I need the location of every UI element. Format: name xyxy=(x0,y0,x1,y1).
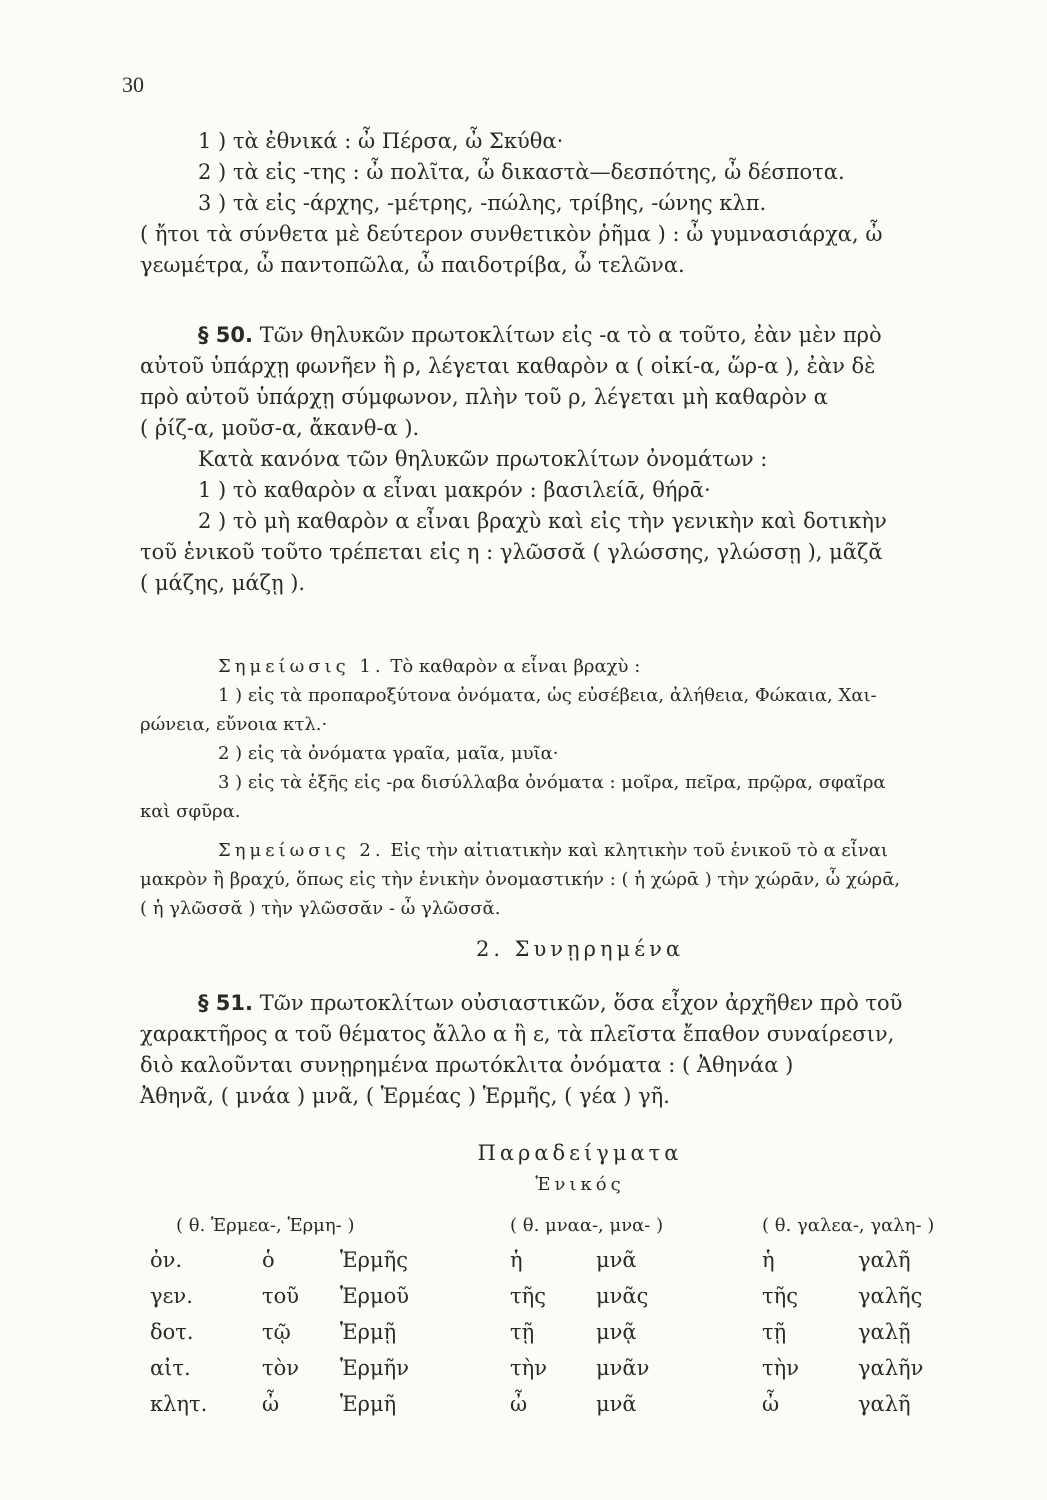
table-cell: μνᾶ xyxy=(596,1248,637,1272)
case-label: γεν. xyxy=(150,1284,193,1308)
note-text: Εἰς τὴν αἰτιατικὴν καὶ κλητικὴν τοῦ ἑνικοῦ τὸ α εἶναι xyxy=(390,840,888,861)
examples-heading: Παραδείγματα xyxy=(477,1141,683,1165)
table-cell: ὦ xyxy=(510,1392,528,1416)
table-cell: μνᾶν xyxy=(596,1356,650,1380)
rule-intro: Κατὰ κανόνα τῶν θηλυκῶν πρωτοκλίτων ὀνομάτων : xyxy=(198,447,768,471)
table-cell: Ἑρμῇ xyxy=(340,1320,397,1344)
column-header: ( θ. γαλεα-, γαλη- ) xyxy=(762,1214,935,1236)
paragraph-line: αὐτοῦ ὑπάρχῃ φωνῆεν ἢ ρ, λέγεται καθαρὸν α ( οἰκί-α, ὥρ-α ), ἐὰν δὲ xyxy=(140,354,876,378)
rule-continuation: τοῦ ἑνικοῦ τοῦτο τρέπεται εἰς η : γλῶσσᾰ ( γλώσσης, γλώσσῃ ), μᾶζᾰ xyxy=(140,540,883,564)
list-item: 2 ) τὰ εἰς -της : ὦ πολῖτα, ὦ δικαστὰ—δεσπότης, ὦ δέσποτα. xyxy=(198,160,845,184)
section-51 xyxy=(140,988,1020,1112)
table-row xyxy=(150,1386,990,1422)
list-item: 3 ) τὰ εἰς -άρχης, -μέτρης, -πώλης, τρίβης, -ώνης κλπ. xyxy=(198,191,767,215)
subsection-heading: 2. Συνῃρημένα xyxy=(475,937,685,961)
note-line: μακρὸν ἢ βραχύ, ὅπως εἰς τὴν ἑνικὴν ὀνομαστικήν : ( ἡ χώρᾱ ) τὴν χώρᾱν, ὦ χώρᾱ, xyxy=(140,869,901,890)
case-label: αἰτ. xyxy=(150,1356,191,1380)
paragraph-line: ( ῥίζ-α, μοῦσ-α, ἄκανθ-α ). xyxy=(140,416,420,440)
note-1 xyxy=(140,652,1020,826)
note-label: Σημείωσις 1. xyxy=(218,656,385,677)
paragraph-line: Τῶν πρωτοκλίτων οὐσιαστικῶν, ὅσα εἶχον ἀρχῆθεν πρὸ τοῦ xyxy=(259,991,903,1015)
table-cell: Ἑρμῆν xyxy=(340,1356,410,1380)
note-label: Σημείωσις 2. xyxy=(218,840,385,861)
table-cell: μνᾶ xyxy=(596,1392,637,1416)
table-cell: γαλῆν xyxy=(858,1356,924,1380)
paragraph-line: διὸ καλοῦνται συνῃρημένα πρωτόκλιτα ὀνόματα : ( Ἀθηνάα ) xyxy=(140,1053,794,1077)
list-continuation: ( ἤτοι τὰ σύνθετα μὲ δεύτερον συνθετικὸν ῥῆμα ) : ὦ γυμνασιάρχα, ὦ xyxy=(140,222,883,246)
note-item: 3 ) εἰς τὰ ἑξῆς εἰς -ρα δισύλλαβα ὀνόματα : μοῖρα, πεῖρα, πρῷρα, σφαῖρα xyxy=(218,772,886,793)
note-text: Τὸ καθαρὸν α εἶναι βραχὺ : xyxy=(390,656,641,677)
table-cell: τῆς xyxy=(762,1284,798,1308)
table-cell: Ἑρμοῦ xyxy=(340,1284,410,1308)
table-cell: ὦ xyxy=(762,1392,780,1416)
table-row xyxy=(150,1314,990,1350)
table-cell: γαλῇ xyxy=(858,1320,911,1344)
table-cell: γαλῆ xyxy=(858,1248,911,1272)
section-50 xyxy=(140,320,1020,599)
page-number: 30 xyxy=(122,72,144,97)
case-label: δοτ. xyxy=(150,1320,194,1344)
table-cell: ὁ xyxy=(262,1248,275,1272)
table-cell: τῷ xyxy=(262,1320,291,1344)
number-heading: Ἑνικός xyxy=(535,1174,625,1195)
table-cell: τὴν xyxy=(762,1356,799,1380)
table-row xyxy=(150,1278,990,1314)
paragraph-line: Τῶν θηλυκῶν πρωτοκλίτων εἰς -α τὸ α τοῦτο, ἐὰν μὲν πρὸ xyxy=(259,323,882,347)
table-cell: τὴν xyxy=(510,1356,547,1380)
table-cell: μνᾶς xyxy=(596,1284,649,1308)
note-2 xyxy=(140,836,1020,923)
column-header: ( θ. μναα-, μνα- ) xyxy=(510,1214,664,1236)
table-row xyxy=(150,1350,990,1386)
table-cell: Ἑρμῆ xyxy=(340,1392,397,1416)
table-cell: ἡ xyxy=(762,1248,775,1272)
table-cell: Ἑρμῆς xyxy=(340,1248,409,1272)
declension-table xyxy=(150,1208,990,1422)
table-cell: τῇ xyxy=(762,1320,787,1344)
column-header: ( θ. Ἑρμεα-, Ἑρμη- ) xyxy=(176,1214,355,1236)
rule-continuation: ( μάζης, μάζῃ ). xyxy=(140,571,306,595)
table-cell: ὦ xyxy=(262,1392,280,1416)
section-mark: § 51. xyxy=(198,991,254,1015)
note-item: 1 ) εἰς τὰ προπαροξύτονα ὀνόματα, ὡς εὐσέβεια, ἀλήθεια, Φώκαια, Χαι- xyxy=(218,685,877,706)
table-cell: ἡ xyxy=(510,1248,523,1272)
vocative-list xyxy=(140,126,1020,281)
section-mark: § 50. xyxy=(198,323,254,347)
paragraph-line: Ἀθηνᾶ, ( μνάα ) μνᾶ, ( Ἑρμέας ) Ἑρμῆς, ( γέα ) γῆ. xyxy=(140,1084,670,1108)
table-cell: γαλῆς xyxy=(858,1284,923,1308)
paragraph-line: χαρακτῆρος α τοῦ θέματος ἄλλο α ἢ ε, τὰ πλεῖστα ἔπαθον συναίρεσιν, xyxy=(140,1022,895,1046)
table-cell: τῇ xyxy=(510,1320,535,1344)
note-item: ρώνεια, εὔνοια κτλ.· xyxy=(140,714,328,735)
table-cell: τοῦ xyxy=(262,1284,300,1308)
note-line: ( ἡ γλῶσσᾰ ) τὴν γλῶσσᾰν - ὦ γλῶσσᾰ. xyxy=(140,898,501,919)
paragraph-line: πρὸ αὐτοῦ ὑπάρχῃ σύμφωνον, πλὴν τοῦ ρ, λέγεται μὴ καθαρὸν α xyxy=(140,385,828,409)
table-cell: τὸν xyxy=(262,1356,300,1380)
table-cell: τῆς xyxy=(510,1284,546,1308)
rule-item: 1 ) τὸ καθαρὸν α εἶναι μακρόν : βασιλείᾱ, θήρᾱ· xyxy=(198,478,711,502)
list-continuation: γεωμέτρα, ὦ παντοπῶλα, ὦ παιδοτρίβα, ὦ τελῶνα. xyxy=(140,253,685,277)
table-row xyxy=(150,1242,990,1278)
table-header-row xyxy=(150,1208,990,1242)
rule-item: 2 ) τὸ μὴ καθαρὸν α εἶναι βραχὺ καὶ εἰς τὴν γενικὴν καὶ δοτικὴν xyxy=(198,509,887,533)
case-label: ὀν. xyxy=(150,1248,183,1272)
table-cell: μνᾷ xyxy=(596,1320,637,1344)
note-item: 2 ) εἰς τὰ ὀνόματα γραῖα, μαῖα, μυῖα· xyxy=(218,743,559,764)
case-label: κλητ. xyxy=(150,1392,208,1416)
table-cell: γαλῆ xyxy=(858,1392,911,1416)
list-item: 1 ) τὰ ἐθνικά : ὦ Πέρσα, ὦ Σκύθα· xyxy=(198,129,564,153)
note-item: καὶ σφῦρα. xyxy=(140,801,241,822)
